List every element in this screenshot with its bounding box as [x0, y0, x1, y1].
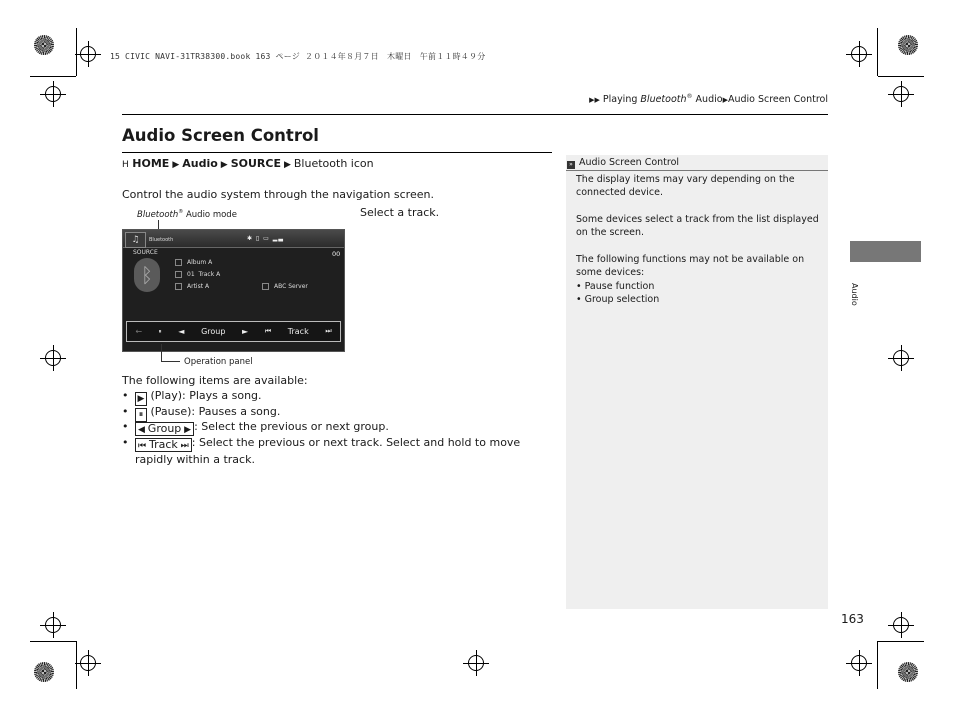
- breadcrumb-reg: ®: [686, 93, 693, 100]
- trim-line: [878, 641, 924, 642]
- pause-icon: ⏸: [135, 408, 147, 422]
- screen-album-row: [175, 259, 212, 266]
- music-note-icon: ♫: [125, 232, 146, 248]
- bluetooth-icon: ᛒ: [134, 258, 160, 292]
- track-button-label: Track: [148, 438, 178, 451]
- screen-artist: Artist A: [187, 283, 210, 290]
- callout-line: [161, 344, 162, 362]
- breadcrumb-part2: Audio Screen Control: [727, 94, 828, 106]
- play-icon: ▶: [135, 392, 147, 406]
- next-track-icon: ⏭: [325, 327, 332, 335]
- title-rule: [122, 152, 552, 153]
- bullet: •: [122, 405, 129, 418]
- sidebar-bullet: • Group selection: [576, 294, 660, 305]
- nav-audio: Audio: [182, 157, 218, 170]
- trim-line: [877, 28, 878, 76]
- screen-server-row: [262, 283, 308, 290]
- page-number: 163: [841, 612, 864, 626]
- group-right-icon: ▶: [184, 425, 192, 435]
- breadcrumb-prefix: ▶▶: [589, 96, 600, 105]
- album-icon: [175, 259, 182, 266]
- nav-sep-icon: ▶: [172, 160, 180, 170]
- registration-mark: [468, 655, 484, 671]
- bullet: •: [122, 420, 129, 433]
- pause-text: (Pause): Pauses a song.: [147, 405, 281, 418]
- trim-line: [878, 76, 924, 77]
- group-label: Group: [201, 327, 226, 336]
- book-header: 15 CIVIC NAVI-31TR38300.book 163 ページ ２０１４年８月７日 木曜日 午前１１時４９分: [110, 52, 486, 61]
- track-label: Track: [287, 327, 309, 336]
- bluetooth-mode-label: [137, 209, 237, 220]
- bt-mode-tail: Audio mode: [183, 209, 237, 220]
- group-button-label: Group: [147, 422, 182, 435]
- bullet: •: [122, 389, 129, 402]
- home-icon: H: [122, 160, 129, 170]
- breadcrumb-sep: ▶: [722, 96, 728, 105]
- header-rule: [122, 114, 828, 115]
- trim-line: [30, 76, 76, 77]
- screen-server: ABC Server: [274, 283, 308, 290]
- audio-screen-image: [122, 229, 345, 352]
- page-title: Audio Screen Control: [122, 126, 319, 145]
- prev-group-icon: ◄: [178, 327, 185, 336]
- sidebar-head-text: Audio Screen Control: [579, 157, 680, 168]
- screen-source-label: SOURCE: [133, 249, 158, 256]
- screen-track-no: 01: [187, 271, 195, 278]
- trim-line: [76, 28, 77, 76]
- pause-icon: ⏸: [158, 327, 162, 335]
- bt-mode-reg: ®: [178, 209, 184, 215]
- screen-track: Track A: [198, 271, 221, 278]
- operation-panel: [126, 321, 341, 342]
- screen-artist-row: [175, 283, 209, 290]
- nav-sep-icon: ▶: [220, 160, 228, 170]
- group-button-icon: [135, 422, 194, 436]
- prev-track-icon: ⏮: [264, 327, 272, 335]
- status-icons: ✱ ▯ ▭ ▂▃: [247, 235, 284, 242]
- items-heading: The following items are available:: [122, 374, 308, 387]
- color-dial-top-right: [898, 35, 918, 55]
- track-left-icon: ⏮: [138, 441, 147, 451]
- trim-line: [30, 641, 76, 642]
- play-text: (Play): Plays a song.: [147, 389, 262, 402]
- registration-mark: [893, 350, 909, 366]
- registration-mark: [80, 655, 96, 671]
- screen-track-row: [175, 271, 220, 278]
- color-dial-top-left: [34, 35, 54, 55]
- registration-mark: [45, 617, 61, 633]
- callout-line: [161, 361, 180, 362]
- color-dial-bottom-right: [898, 662, 918, 682]
- trim-line: [877, 641, 878, 689]
- screen-bluetooth-label: Bluetooth: [149, 237, 174, 243]
- nav-home: HOME: [132, 157, 170, 170]
- registration-mark: [45, 86, 61, 102]
- nav-sep-icon: ▶: [283, 160, 291, 170]
- intro-text: Control the audio system through the navigation screen.: [122, 188, 434, 201]
- registration-mark: [893, 86, 909, 102]
- group-text: : Select the previous or next group.: [194, 420, 389, 433]
- trim-line: [76, 641, 77, 689]
- sidebar-note: The following functions may not be available on some devices:: [576, 254, 805, 278]
- track-icon: [175, 271, 182, 278]
- back-icon: ←: [135, 327, 143, 336]
- screen-album: Album A: [187, 259, 213, 266]
- next-group-icon: ►: [242, 327, 249, 336]
- sidebar-note: The display items may vary depending on the connected device.: [576, 174, 795, 198]
- color-dial-bottom-left: [34, 662, 54, 682]
- section-label: Audio: [850, 283, 859, 306]
- operation-panel-label: Operation panel: [184, 357, 253, 367]
- breadcrumb-part1-tail: Audio: [692, 94, 723, 106]
- track-button-icon: [135, 438, 192, 452]
- sidebar-bullet: • Pause function: [576, 281, 655, 292]
- registration-mark: [45, 350, 61, 366]
- nav-source: SOURCE: [230, 157, 281, 170]
- breadcrumb-part1-italic: Bluetooth: [640, 94, 687, 106]
- section-tab: [850, 241, 921, 262]
- nav-last: Bluetooth icon: [293, 157, 374, 170]
- registration-mark: [851, 46, 867, 62]
- sidebar-note: Some devices select a track from the list displayed on the screen.: [576, 214, 819, 238]
- breadcrumb-part1: Playing: [602, 94, 641, 106]
- bt-mode-italic: Bluetooth: [137, 209, 179, 220]
- nav-path: [122, 157, 374, 170]
- breadcrumb: [589, 93, 828, 105]
- artist-icon: [175, 283, 182, 290]
- registration-mark: [80, 46, 96, 62]
- sidebar-notes: [566, 155, 828, 609]
- registration-mark: [851, 655, 867, 671]
- sidebar-heading: [566, 155, 828, 171]
- server-icon: [262, 283, 269, 290]
- bullet: •: [122, 436, 129, 449]
- select-track-label: Select a track.: [360, 206, 440, 219]
- screen-top-bar: [123, 230, 344, 248]
- reference-marker-icon: »: [567, 161, 575, 169]
- group-left-icon: ◀: [138, 425, 145, 435]
- screen-time: 00: [332, 250, 341, 258]
- track-text: : Select the previous or next track. Select and hold to move rapidly within a track.: [135, 436, 521, 466]
- registration-mark: [893, 617, 909, 633]
- track-right-icon: ⏭: [180, 441, 189, 451]
